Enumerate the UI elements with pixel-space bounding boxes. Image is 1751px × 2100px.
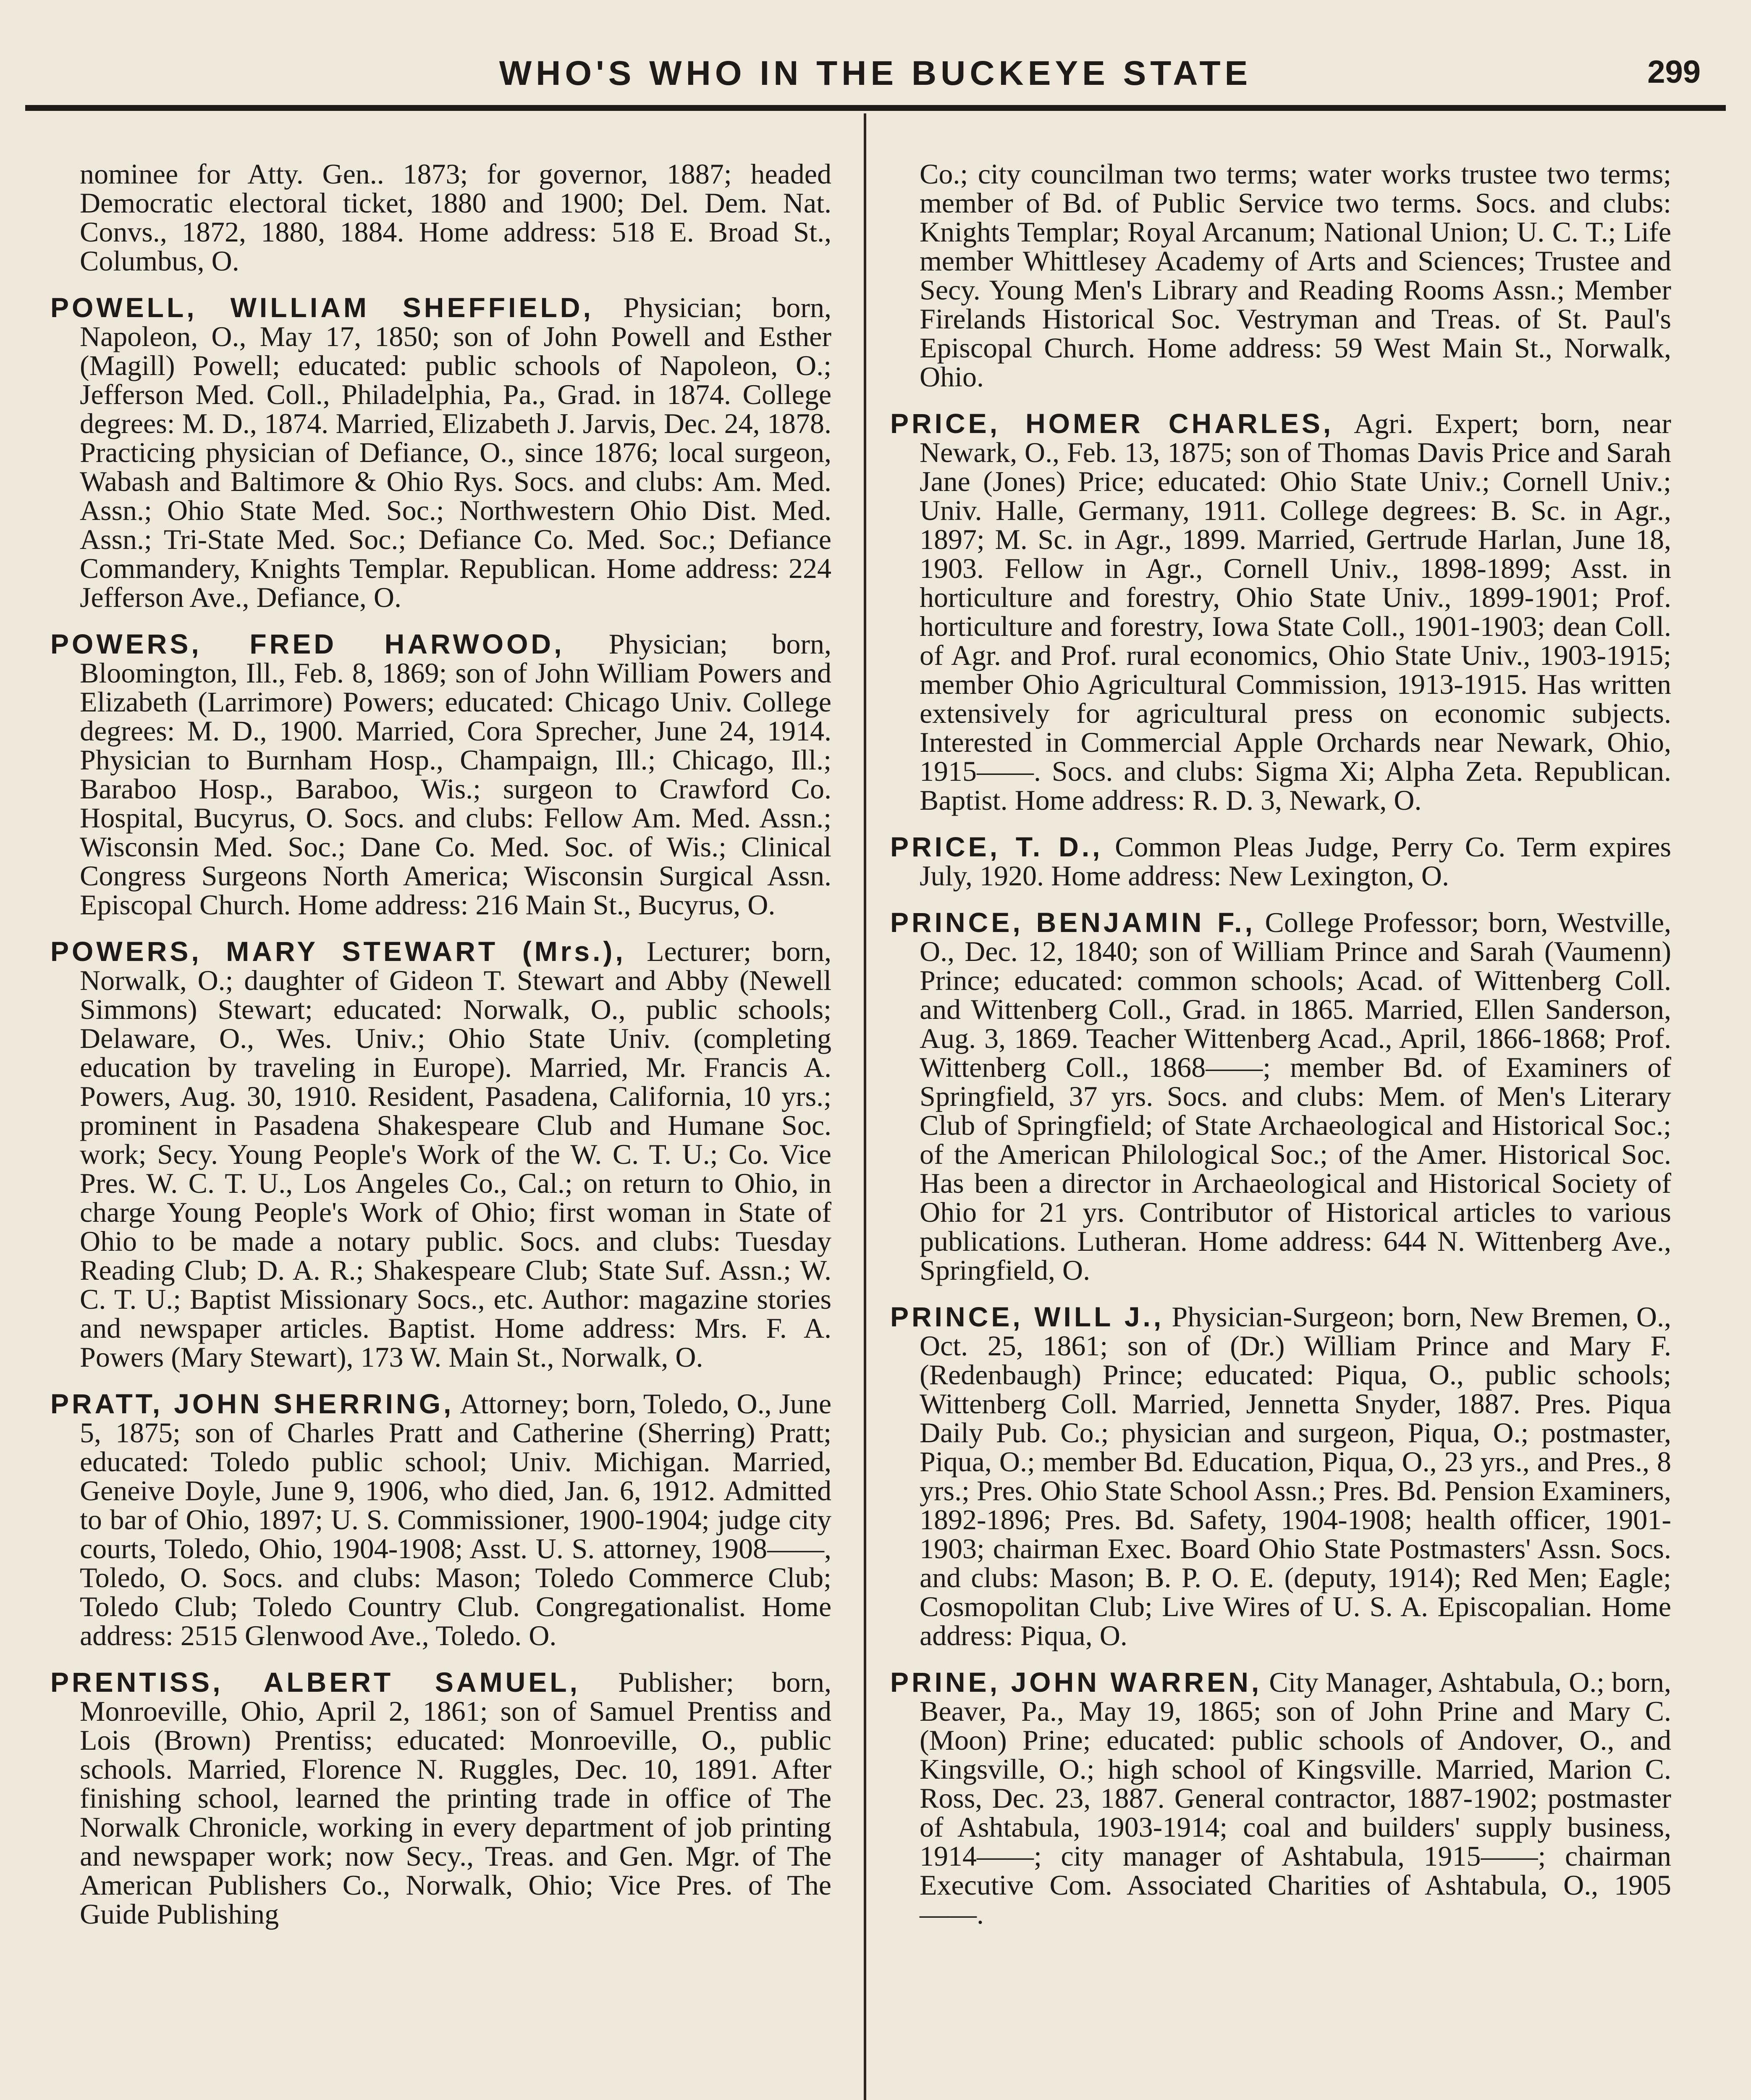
page-header <box>0 0 1751 106</box>
entry-pratt-john <box>50 1389 831 1650</box>
entry-continuation <box>50 160 831 276</box>
right-column <box>890 160 1671 2100</box>
entry-text: City Manager, Ashtabula, O.; born, Beaver, Pa., May 19, 1865; son of John Prine and Mary C. (Moon) Prine; educated: public schools of Andover, O., and Kingsville, O.; high school of Kingsville. Married, Marion C. Ross, Dec. 23, 1887. General contractor, 1887-1902; postmaster of Ashtabula, 1903-1914; coal and builders' supply business, 1914——; city manager of Ashtabula, 1915——; chairman Executive Com. Associated Charities of Ashtabula, O., 1905——. <box>920 1666 1671 1930</box>
entry-name: POWERS, MARY STEWART (Mrs.), <box>50 936 626 967</box>
entry-name: PRATT, JOHN SHERRING, <box>50 1388 454 1419</box>
entry-prine-john <box>890 1668 1671 1929</box>
entry-text: nominee for Atty. Gen.. 1873; for governor, 1887; headed Democratic electoral ticket, 1880 and 1900; Del. Dem. Nat. Convs., 1872, 1880, 1884. Home address: 518 E. Broad St., Columbus, O. <box>80 160 831 277</box>
entry-powell-william <box>50 293 831 612</box>
entry-text: Physician; born, Bloomington, Ill., Feb. 8, 1869; son of John William Powers and Elizabeth (Larrimore) Powers; educated: Chicago Univ. College degrees: M. D., 1900. Married, Cora Sprecher, June 24, 1914. Physician to Burnham Hosp., Champaign, Ill.; Chicago, Ill.; Baraboo Hosp., Baraboo, Wis.; surgeon to Crawford Co. Hospital, Bucyrus, O. Socs. and clubs: Fellow Am. Med. Assn.; Wisconsin Med. Soc.; Dane Co. Med. Soc. of Wis.; Clinical Congress Surgeons North America; Wisconsin Surgical Assn. Episcopal Church. Home address: 216 Main St., Bucyrus, O. <box>80 628 831 921</box>
running-title: WHO'S WHO IN THE BUCKEYE STATE <box>499 54 1252 92</box>
entry-name: PRENTISS, ALBERT SAMUEL, <box>50 1667 580 1698</box>
entry-name: PRICE, T. D., <box>890 831 1103 862</box>
entry-powers-mary <box>50 937 831 1372</box>
entry-text: Common Pleas Judge, Perry Co. Term expires July, 1920. Home address: New Lexington, O. <box>920 831 1671 892</box>
entry-name: PRINCE, BENJAMIN F., <box>890 907 1256 938</box>
entry-text: Attorney; born, Toledo, O., June 5, 1875; son of Charles Pratt and Catherine (Sherring) Pratt; educated: Toledo public school; Univ. Michigan. Married, Geneive Doyle, June 9, 1906, who died, Jan. 6, 1912. Admitted to bar of Ohio, 1897; U. S. Commissioner, 1900-1904; judge city courts, Toledo, Ohio, 1904-1908; Asst. U. S. attorney, 1908——, Toledo, O. Socs. and clubs: Mason; Toledo Commerce Club; Toledo Club; Toledo Country Club. Congregationalist. Home address: 2515 Glenwood Ave., Toledo. O. <box>80 1388 831 1651</box>
page-number: 299 <box>1647 54 1701 90</box>
entry-text: Physician-Surgeon; born, New Bremen, O., Oct. 25, 1861; son of (Dr.) William Prince and Mary F. (Redenbaugh) Prince; educated: Piqua, O., public schools; Wittenberg Coll. Married, Jennetta Snyder, 1887. Pres. Piqua Daily Pub. Co.; physician and surgeon, Piqua, O.; postmaster, Piqua, O.; member Bd. Education, Piqua, O., 23 yrs., and Pres., 8 yrs.; Pres. Ohio State School Assn.; Pres. Bd. Pension Examiners, 1892-1896; Pres. Bd. Safety, 1904-1908; health officer, 1901-1903; chairman Exec. Board Ohio State Postmasters' Assn. Socs. and clubs: Mason; B. P. O. E. (deputy, 1914); Red Men; Eagle; Cosmopolitan Club; Live Wires of U. S. A. Episcopalian. Home address: Piqua, O. <box>920 1301 1671 1651</box>
column-divider <box>864 113 866 2100</box>
entry-text: Publisher; born, Monroeville, Ohio, April 2, 1861; son of Samuel Prentiss and Lois (Brown) Prentiss; educated: Monroeville, O., public schools. Married, Florence N. Ruggles, Dec. 10, 1891. After finishing school, learned the printing trade in office of The Norwalk Chronicle, working in every department of job printing and newspaper work; now Secy., Treas. and Gen. Mgr. of The American Publishers Co., Norwalk, Ohio; Vice Pres. of The Guide Publishing <box>80 1666 831 1930</box>
entry-name: PRICE, HOMER CHARLES, <box>890 408 1334 439</box>
entry-continuation <box>890 160 1671 391</box>
entry-name: POWERS, FRED HARWOOD, <box>50 628 565 659</box>
entry-name: POWELL, WILLIAM SHEFFIELD, <box>50 292 594 323</box>
entry-powers-fred <box>50 630 831 919</box>
entry-prince-will <box>890 1302 1671 1650</box>
entry-prentiss-albert <box>50 1668 831 1929</box>
entry-text: Co.; city councilman two terms; water works trustee two terms; member of Bd. of Public Service two terms. Socs. and clubs: Knights Templar; Royal Arcanum; National Union; U. C. T.; Life member Whittlesey Academy of Arts and Sciences; Trustee and Secy. Young Men's Library and Reading Rooms Assn.; Member Firelands Historical Soc. Vestryman and Treas. of St. Paul's Episcopal Church. Home address: 59 West Main St., Norwalk, Ohio. <box>920 160 1671 393</box>
entry-text: College Professor; born, Westville, O., Dec. 12, 1840; son of William Prince and Sarah (Vaumenn) Prince; educated: common schools; Acad. of Wittenberg Coll. and Wittenberg Coll., Grad. in 1865. Married, Ellen Sanderson, Aug. 3, 1869. Teacher Wittenberg Acad., April, 1866-1868; Prof. Wittenberg Coll., 1868——; member Bd. of Examiners of Springfield, 37 yrs. Socs. and clubs: Mem. of Men's Literary Club of Springfield; of State Archaeological and Historical Soc.; of the American Philological Soc.; of the Amer. Historical Soc. Has been a director in Archaeological and Historical Society of Ohio for 21 yrs. Contributor of Historical articles to various publications. Lutheran. Home address: 644 N. Wittenberg Ave., Springfield, O. <box>920 906 1671 1286</box>
entry-text: Physician; born, Napoleon, O., May 17, 1850; son of John Powell and Esther (Magill) Powell; educated: public schools of Napoleon, O.; Jefferson Med. Coll., Philadelphia, Pa., Grad. in 1874. College degrees: M. D., 1874. Married, Elizabeth J. Jarvis, Dec. 24, 1878. Practicing physician of Defiance, O., since 1876; local surgeon, Wabash and Baltimore & Ohio Rys. Socs. and clubs: Am. Med. Assn.; Ohio State Med. Soc.; Northwestern Ohio Dist. Med. Assn.; Tri-State Med. Soc.; Defiance Co. Med. Soc.; Defiance Commandery, Knights Templar. Republican. Home address: 224 Jefferson Ave., Defiance, O. <box>80 291 831 613</box>
entry-price-homer <box>890 409 1671 815</box>
entry-prince-benjamin <box>890 908 1671 1285</box>
entry-name: PRINCE, WILL J., <box>890 1301 1164 1332</box>
entry-text: Agri. Expert; born, near Newark, O., Feb. 13, 1875; son of Thomas Davis Price and Sarah Jane (Jones) Price; educated: Ohio State Univ.; Cornell Univ.; Univ. Halle, Germany, 1911. College degrees: B. Sc. in Agr., 1897; M. Sc. in Agr., 1899. Married, Gertrude Harlan, June 18, 1903. Fellow in Agr., Cornell Univ., 1898-1899; Asst. in horticulture and forestry, Ohio State Univ., 1899-1901; Prof. horticulture and forestry, Iowa State Coll., 1901-1903; dean Coll. of Agr. and Prof. rural economics, Ohio State Univ., 1903-1915; member Ohio Agricultural Commission, 1913-1915. Has written extensively for agricultural press on economic subjects. Interested in Commercial Apple Orchards near Newark, Ohio, 1915——. Socs. and clubs: Sigma Xi; Alpha Zeta. Republican. Baptist. Home address: R. D. 3, Newark, O. <box>920 407 1671 816</box>
header-rule <box>25 105 1726 111</box>
left-column <box>50 160 831 2100</box>
entry-name: PRINE, JOHN WARREN, <box>890 1667 1262 1698</box>
entry-price-td <box>890 832 1671 890</box>
entry-text: Lecturer; born, Norwalk, O.; daughter of Gideon T. Stewart and Abby (Newell Simmons) Stewart; educated: Norwalk, O., public schools; Delaware, O., Wes. Univ.; Ohio State Univ. (completing education by traveling in Europe). Married, Mr. Francis A. Powers, Aug. 30, 1910. Resident, Pasadena, California, 10 yrs.; prominent in Pasadena Shakespeare Club and Humane Soc. work; Secy. Young People's Work of the W. C. T. U.; Co. Vice Pres. W. C. T. U., Los Angeles Co., Cal.; on return to Ohio, in charge Young People's Work of Ohio; first woman in State of Ohio to be made a notary public. Socs. and clubs: Tuesday Reading Club; D. A. R.; Shakespeare Club; State Suf. Assn.; W. C. T. U.; Baptist Missionary Socs., etc. Author: magazine stories and newspaper articles. Baptist. Home address: Mrs. F. A. Powers (Mary Stewart), 173 W. Main St., Norwalk, O. <box>80 935 831 1373</box>
